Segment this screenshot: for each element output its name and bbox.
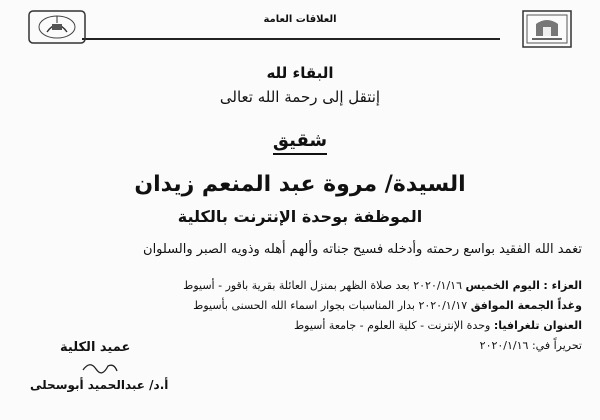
tomorrow-label: وغداً الجمعة الموافق (470, 299, 582, 312)
faculty-logo-icon (522, 10, 572, 48)
funeral-label: العزاء : (543, 279, 582, 292)
address-label: العنوان تلغرافيا: (493, 319, 582, 332)
funeral-day: اليوم الخميس (465, 279, 540, 292)
person-job: الموظفة بوحدة الإنترنت بالكلية (177, 207, 423, 226)
funeral-text: ٢٠٢٠/١/١٦ بعد صلاة الظهر بمنزل العائلة بقرية باقور - أسيوط (183, 279, 462, 292)
handwritten-signature (80, 358, 120, 376)
funeral-row (22, 276, 582, 296)
header-divider (82, 38, 500, 40)
tomorrow-text: ٢٠٢٠/١/١٧ بدار المناسبات بجوار اسماء الله الحسنى بأسيوط (193, 299, 468, 312)
person-name: السيدة/ مروة عبد المنعم زيدان (134, 172, 466, 197)
university-emblem-icon (28, 10, 86, 44)
written-date: تحريراً في: ٢٠٢٠/١/١٦ (479, 339, 582, 352)
signature-title: عميد الكلية (60, 340, 131, 355)
relation-heading (0, 130, 600, 151)
address-text: وحدة الإنترنت - كلية العلوم - جامعة أسيوط (293, 319, 491, 332)
baqaa-lillah: البقاء لله (266, 64, 334, 82)
prayer-text: تغمد الله الفقيد بواسع رحمته وأدخله فسيح جناته وألهم أهله وذويه الصبر والسلوان (143, 242, 582, 257)
address-row (22, 316, 582, 336)
relation-text: شقيق (273, 130, 327, 155)
header-title: العلاقات العامة (263, 14, 337, 25)
passed-away-line: إنتقل إلى رحمة الله تعالى (219, 88, 381, 106)
tomorrow-row (22, 296, 582, 316)
signature-name: أ.د/ عبدالحميد أبوسحلى (30, 378, 169, 392)
